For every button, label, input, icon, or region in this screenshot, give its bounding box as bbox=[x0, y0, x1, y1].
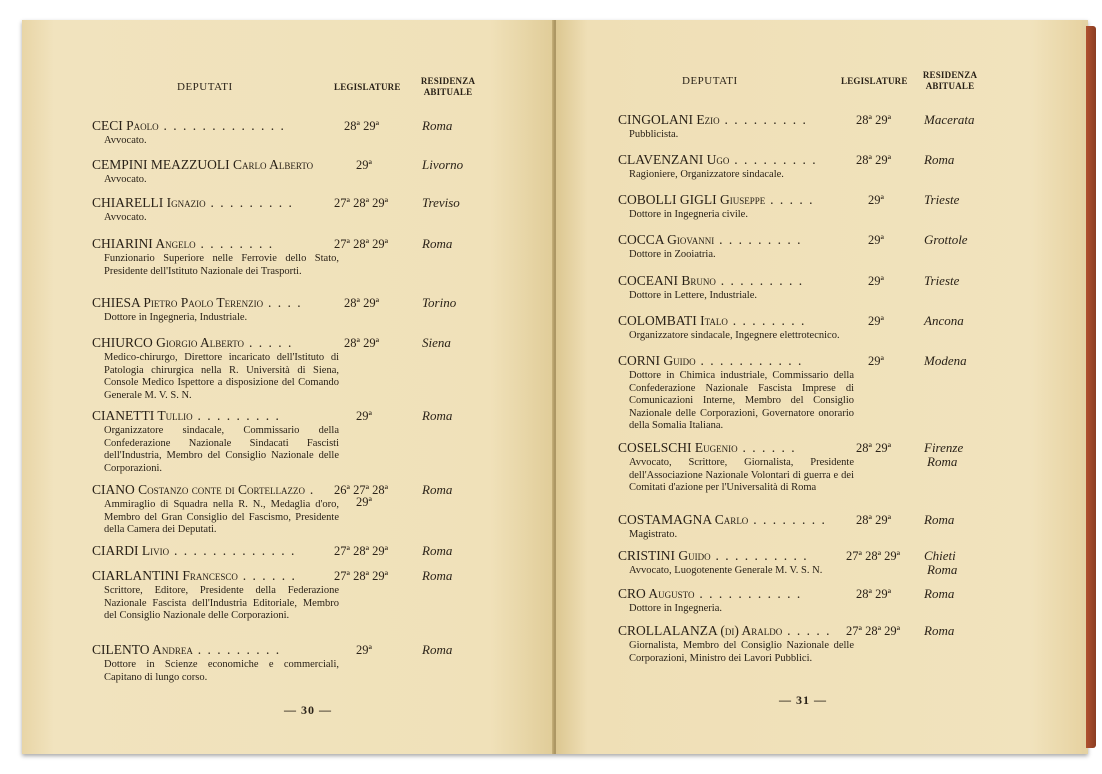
residence-value: Modena bbox=[924, 353, 967, 368]
leader-dots: . . . . . . . . . . bbox=[710, 548, 809, 563]
deputy-name-text: CIANETTI Tullio bbox=[92, 408, 193, 423]
deputy-name bbox=[92, 335, 293, 351]
legislature-value: 29ª bbox=[868, 354, 884, 368]
residence-value: Macerata bbox=[924, 112, 975, 127]
residence-value: Livorno bbox=[422, 157, 464, 172]
deputy-description: Avvocato, Scrittore, Giornalista, Presidente dell'Associazione Nazionale Volontari di guerra e dei Comitati d'azione per l'Universalità di Roma bbox=[629, 457, 854, 493]
legislature-value: 29ª bbox=[868, 274, 884, 288]
legislature-value: 29ª bbox=[868, 314, 884, 328]
deputy-description: Dottore in Scienze economiche e commerciali, Capitano di lungo corso. bbox=[104, 659, 339, 683]
deputy-name-text: CIANO Costanzo conte di Cortellazzo bbox=[92, 482, 305, 497]
leader-dots: . . . . . . bbox=[737, 440, 797, 455]
residence-value: Roma bbox=[924, 586, 955, 601]
leader-dots: . . . . . . . . . . . . . bbox=[169, 543, 296, 558]
leader-dots: . . . . . . . . . bbox=[192, 642, 281, 657]
leader-dots: . . . . . . . . bbox=[195, 236, 274, 251]
leader-dots: . . . . . . . . . . . . . bbox=[158, 118, 286, 133]
leader-dots: . . . . . . . . . bbox=[192, 408, 281, 423]
legislature-value: 29ª bbox=[356, 409, 372, 423]
residence-value: Roma bbox=[924, 152, 955, 167]
leader-dots: . . . . . . . . . bbox=[205, 195, 294, 210]
legislature-value: 27ª 28ª 29ª bbox=[334, 569, 389, 583]
deputy-name-text: COCEANI Bruno bbox=[618, 273, 716, 288]
leader-dots: . . . . . bbox=[782, 623, 831, 638]
deputy-name-text: CROLLALANZA (di) Araldo bbox=[618, 623, 783, 638]
legislature-value: 28ª 29ª bbox=[856, 153, 892, 167]
residence-value: Trieste bbox=[924, 192, 960, 207]
legislature-value: 26ª 27ª 28ª bbox=[334, 483, 389, 497]
deputy-name bbox=[618, 548, 808, 564]
legislature-value: 28ª 29ª bbox=[856, 587, 892, 601]
leader-dots: . bbox=[304, 482, 315, 497]
deputy-name bbox=[92, 236, 274, 252]
deputy-name-text: CHIURCO Giorgio Alberto bbox=[92, 335, 245, 350]
leader-dots: . . . . bbox=[263, 295, 303, 310]
legislature-value: 28ª 29ª bbox=[856, 441, 892, 455]
legislature-value: 28ª 29ª bbox=[344, 119, 380, 133]
leader-dots: . . . . . . bbox=[237, 568, 297, 583]
legislature-value: 27ª 28ª 29ª bbox=[334, 544, 389, 558]
leader-dots: . . . . . . . . . bbox=[729, 152, 818, 167]
page-right bbox=[556, 20, 1082, 754]
deputy-description: Dottore in Ingegneria. bbox=[629, 603, 723, 614]
leader-dots: . . . . . . . . . bbox=[715, 273, 804, 288]
deputy-name-text: COSTAMAGNA Carlo bbox=[618, 512, 749, 527]
deputy-name bbox=[618, 586, 802, 602]
residence-value: Torino bbox=[422, 295, 457, 310]
column-header-legislature: LEGISLATURE bbox=[841, 76, 908, 86]
legislature-value: 27ª 28ª 29ª bbox=[846, 624, 901, 638]
page-number: — 31 — bbox=[779, 693, 827, 707]
deputy-name bbox=[618, 112, 807, 128]
deputy-name bbox=[618, 440, 796, 456]
deputy-name-text: CRISTINI Guido bbox=[618, 548, 711, 563]
deputy-description: Magistrato. bbox=[629, 529, 678, 540]
residence-value: Siena bbox=[422, 335, 451, 350]
legislature-value: 29ª bbox=[868, 193, 884, 207]
residence-value: Ancona bbox=[924, 313, 964, 328]
deputy-name bbox=[92, 642, 281, 658]
book-edge bbox=[1086, 26, 1096, 748]
leader-dots: . . . . . . . . . bbox=[714, 232, 802, 247]
residence-value: Roma bbox=[422, 482, 453, 497]
deputy-name bbox=[92, 157, 313, 173]
deputy-name-text: CHIESA Pietro Paolo Terenzio bbox=[92, 295, 264, 310]
leader-dots: . . . . . bbox=[765, 192, 814, 207]
legislature-value: 27ª 28ª 29ª bbox=[334, 196, 389, 210]
deputy-name bbox=[618, 273, 804, 289]
legislature-value: 28ª 29ª bbox=[344, 336, 380, 350]
open-book bbox=[22, 20, 1088, 754]
deputy-name-text: COSELSCHI Eugenio bbox=[618, 440, 738, 455]
deputy-description: Organizzatore sindacale, Commissario della Confederazione Nazionale Sindacati Fascisti dell'Industria, Membro del Consiglio Nazionale delle Corporazioni. bbox=[104, 425, 339, 474]
leader-dots: . . . . . . . . . bbox=[719, 112, 808, 127]
deputy-description: Giornalista, Membro del Consiglio Nazionale delle Corporazioni, Ministro dei Lavori Pubblici. bbox=[629, 640, 854, 664]
deputy-name-text: CRO Augusto bbox=[618, 586, 695, 601]
leader-dots: . . . . . . . . bbox=[727, 313, 806, 328]
deputy-name bbox=[92, 482, 315, 498]
deputy-name bbox=[92, 568, 296, 584]
deputy-name-text: COBOLLI GIGLI Giuseppe bbox=[618, 192, 766, 207]
residence-value: Trieste bbox=[924, 273, 960, 288]
deputy-name bbox=[92, 408, 280, 424]
residence-value: Roma bbox=[927, 562, 958, 577]
deputy-description: Pubblicista. bbox=[629, 129, 679, 140]
legislature-value: 29ª bbox=[356, 495, 372, 509]
leader-dots: . . . . . . . . . . . bbox=[695, 353, 803, 368]
page-number: — 30 — bbox=[284, 703, 332, 717]
deputy-name bbox=[92, 118, 285, 134]
residence-value: Chieti bbox=[924, 548, 956, 563]
residence-value: Roma bbox=[924, 623, 955, 638]
residence-value: Roma bbox=[422, 118, 453, 133]
deputy-description: Funzionario Superiore nelle Ferrovie dello Stato, Presidente dell'Istituto Nazionale dei Trasporti. bbox=[104, 253, 339, 277]
deputy-name-text: CEMPINI MEAZZUOLI Carlo Alberto bbox=[92, 157, 314, 172]
deputy-name bbox=[618, 232, 802, 248]
deputy-name-text: CILENTO Andrea bbox=[92, 642, 193, 657]
deputy-name bbox=[618, 313, 806, 329]
deputy-description: Scrittore, Editore, Presidente della Federazione Nazionale Fascista dell'Industria Editoriale, Membro del Consiglio Nazionale delle Corporazioni. bbox=[104, 585, 339, 621]
deputy-description: Ammiraglio di Squadra nella R. N., Medaglia d'oro, Membro del Gran Consiglio del Fascismo, Presidente della Camera dei Deputati. bbox=[104, 499, 339, 535]
deputy-name bbox=[618, 353, 803, 369]
residence-value: Firenze bbox=[924, 440, 964, 455]
residence-value: Roma bbox=[422, 642, 453, 657]
deputy-name-text: CHIARELLI Ignazio bbox=[92, 195, 206, 210]
deputy-name bbox=[618, 192, 814, 208]
deputy-name-text: CECI Paolo bbox=[92, 118, 159, 133]
deputy-description: Dottore in Chimica industriale, Commissario della Confederazione Nazionale Fascista Imprese di Comunicazioni Interne, Membro del Consiglio Nazionale delle Corporazioni, Governatore onorario della Somalia Italiana. bbox=[629, 370, 854, 431]
residence-value: Roma bbox=[422, 408, 453, 423]
residence-value: Roma bbox=[422, 568, 453, 583]
residence-value: Roma bbox=[927, 454, 958, 469]
residence-value: Grottole bbox=[924, 232, 968, 247]
leader-dots: . . . . . bbox=[244, 335, 293, 350]
deputy-description: Dottore in Ingegneria civile. bbox=[629, 209, 748, 220]
residence-value: Roma bbox=[924, 512, 955, 527]
column-header-residenza: RESIDENZA ABITUALE bbox=[922, 70, 978, 91]
legislature-value: 28ª 29ª bbox=[856, 513, 892, 527]
deputy-description: Ragioniere, Organizzatore sindacale. bbox=[629, 169, 784, 180]
deputy-description: Dottore in Zooiatria. bbox=[629, 249, 716, 260]
page-left bbox=[22, 20, 554, 754]
legislature-value: 29ª bbox=[868, 233, 884, 247]
deputy-name bbox=[618, 152, 817, 168]
column-header-deputati: DEPUTATI bbox=[682, 75, 738, 87]
deputy-description: Avvocato. bbox=[104, 174, 147, 185]
legislature-value: 27ª 28ª 29ª bbox=[334, 237, 389, 251]
deputy-description: Medico-chirurgo, Direttore incaricato dell'Istituto di Patologia chirurgica nella R. Università di Siena, Console Medico Ispettore a disposizione del Comando Generale M. V. S. N. bbox=[104, 352, 339, 401]
deputy-name bbox=[618, 623, 831, 639]
deputy-name-text: CLAVENZANI Ugo bbox=[618, 152, 730, 167]
deputy-name bbox=[92, 543, 296, 559]
deputy-name-text: COLOMBATI Italo bbox=[618, 313, 728, 328]
deputy-name-text: CIARLANTINI Francesco bbox=[92, 568, 238, 583]
deputy-name bbox=[92, 295, 302, 311]
residence-value: Treviso bbox=[422, 195, 460, 210]
deputy-description: Organizzatore sindacale, Ingegnere elettrotecnico. bbox=[629, 330, 840, 341]
legislature-value: 29ª bbox=[356, 643, 372, 657]
deputy-description: Dottore in Lettere, Industriale. bbox=[629, 290, 757, 301]
leader-dots: . . . . . . . . . . . bbox=[694, 586, 802, 601]
legislature-value: 28ª 29ª bbox=[344, 296, 380, 310]
deputy-name-text: COCCA Giovanni bbox=[618, 232, 715, 247]
legislature-value: 27ª 28ª 29ª bbox=[846, 549, 901, 563]
deputy-description: Avvocato. bbox=[104, 135, 147, 146]
deputy-name-text: CIARDI Livio bbox=[92, 543, 170, 558]
deputy-name bbox=[618, 512, 826, 528]
residence-value: Roma bbox=[422, 543, 453, 558]
deputy-description: Dottore in Ingegneria, Industriale. bbox=[104, 312, 248, 323]
column-header-legislature: LEGISLATURE bbox=[334, 82, 401, 92]
deputy-description: Avvocato. bbox=[104, 212, 147, 223]
leader-dots: . . . . . . . . bbox=[748, 512, 827, 527]
residence-value: Roma bbox=[422, 236, 453, 251]
legislature-value: 29ª bbox=[356, 158, 372, 172]
column-header-residenza: RESIDENZA ABITUALE bbox=[420, 76, 476, 97]
deputy-name-text: CINGOLANI Ezio bbox=[618, 112, 720, 127]
deputy-name bbox=[92, 195, 293, 211]
deputy-description: Avvocato, Luogotenente Generale M. V. S. N. bbox=[629, 565, 823, 576]
column-header-deputati: DEPUTATI bbox=[177, 81, 233, 93]
deputy-name-text: CORNI Guido bbox=[618, 353, 696, 368]
legislature-value: 28ª 29ª bbox=[856, 113, 892, 127]
deputy-name-text: CHIARINI Angelo bbox=[92, 236, 196, 251]
